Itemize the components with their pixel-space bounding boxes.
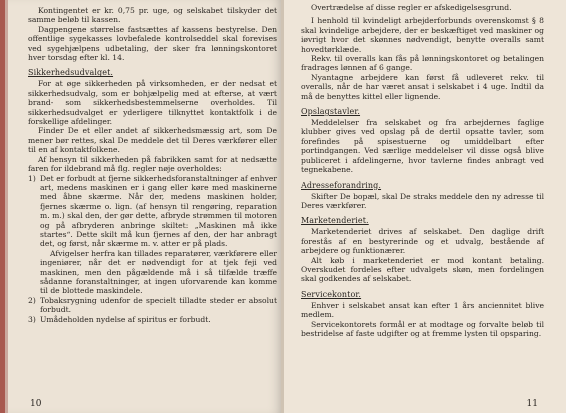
section-heading-service-office: Servicekontor. [301, 289, 362, 299]
paragraph: Alt køb i marketenderiet er mod kontant betaling. Overskudet fordeles efter udvalgets skøn, men fordelingen skal godkendes af selskabet. [301, 255, 544, 284]
list-text: Det er forbudt at fjerne sikkerhedsforanstaltninger af enhver art, medens maskinen er i gang eller køre med maskinerne med åbne skærme. Når der, medens maskinen holder, fjernes skærme o. lign. (af hensyn til rengøring, reparation m. m.) skal den, der gør dette, afbryde strømmen til motoren og på afbryderen anbringe skiltet: „Maskinen må ikke startes“. Dette skilt må kun fjernes af den, der har anbragt det, og først, når skærme m. v. atter er på plads. [40, 173, 277, 249]
section-heading-safety: Sikkerhedsudvalget. [28, 68, 114, 78]
right-page [283, 0, 566, 413]
list-text: Tobaksrygning udenfor de specielt tilladte steder er absolut forbudt. [40, 295, 277, 315]
paragraph: Dagpengene størrelse fastsættes af kassens bestyrelse. Den offentlige sygekasses lovbefalede kontrolseddel skal forevises ved sygehjælpens udbetaling, der sker fra lønningskontoret hver torsdag efter kl. 14. [28, 24, 277, 63]
section-heading-canteen: Marketenderiet. [301, 216, 369, 226]
section-heading-notice-boards: Opslagstavler. [301, 107, 361, 117]
paragraph: For at øge sikkerheden på virksomheden, er der nedsat et sikkerhedsudvalg, som er bohjælpelig med at efterse, at vært brand- som sikkerhedsbestemmelserne overholdes. Til sikkerhedsudvalget er yderligere tilknyttet kontaktfolk i de forskellige afdelinger. [28, 79, 277, 127]
list-text: Umådeholden nydelse af spiritus er forbudt. [40, 314, 211, 324]
book-gutter [281, 0, 284, 413]
list-number: 2) [28, 295, 36, 305]
page-number: 11 [526, 399, 538, 409]
paragraph: Servicekontorets formål er at modtage og forvalte beløb til bestridelse af faste udgifter og at fremme lysten til opsparing. [301, 319, 544, 338]
list-number: 1) [28, 173, 36, 183]
paragraph: Skifter De bopæl, skal De straks meddele den ny adresse til Deres værkfører. [301, 191, 544, 210]
paragraph: Marketenderiet drives af selskabet. Den daglige drift forestås af en bestyrerinde og et udvalg, bestående af arbejdere og funktionærer. [301, 227, 544, 256]
paragraph: Meddelelser fra selskabet og fra arbejdernes faglige klubber gives ved opslag på de dertil opsatte tavler, som forefindes på spisestuerne og umiddelbart efter portindgangen. Ved særlige meddelelser vil disse også blive publiceret i afdelingerne, hvor tavlerne findes anbragt ved tegnekabene. [301, 118, 544, 175]
list-number: 3) [28, 314, 36, 324]
paragraph: I henhold til kvindeligt arbejderforbunds overenskomst § 8 skal kvindelige arbejdere, der er beskæftiget ved maskiner og iøvrigt hvor det skønnes nødvendigt, benytte overalls samt hovedtørklæde. [301, 16, 544, 54]
list-item [28, 249, 277, 296]
page-number: 10 [30, 399, 42, 409]
cover-edge-shadow [5, 0, 8, 413]
paragraph: Kontingentet er kr. 0,75 pr. uge, og selskabet tilskyder det samme beløb til kassen. [28, 6, 277, 25]
paragraph: Enhver i selskabet ansat kan efter 1 års anciennitet blive medlem. [301, 300, 544, 320]
paragraph: Af hensyn til sikkerheden på fabrikken samt for at nedsætte faren for ildebrand må flg. regler nøje overholdes: [28, 154, 277, 174]
paragraph: Overtrædelse af disse regler er afskedigelsesgrund. [311, 3, 512, 12]
paragraph: Rekv. til overalls kan fås på lønningskontoret og betalingen fradrages lønnen af 6 gange. [301, 54, 544, 73]
list-item [28, 296, 277, 315]
list-item [28, 174, 277, 249]
list-text: Afvigelser herfra kan tillades reparatører, værkførere eller ingeniører, når det er nødvendigt for at tjek feji ved maskinen, men den pågældende må i så tilfælde træffe sådanne foranstaltninger, at ingen uforvarende kan komme til de blottede maskindele. [40, 248, 277, 296]
list-item [28, 315, 277, 324]
paragraph: Finder De et eller andet af sikkerhedsmæssig art, som De mener bør rettes, skal De meddele det til Deres værkfører eller til en af kontaktfolkene. [28, 126, 277, 155]
section-heading-address-change: Adresseforandring. [301, 180, 382, 190]
paragraph: Nyantagne arbejdere kan først få udleveret rekv. til overalls, når de har været ansat i selskabet i 4 uge. Indtil da må de benyttes kittel eller lignende. [301, 72, 544, 101]
list-number [28, 249, 40, 296]
